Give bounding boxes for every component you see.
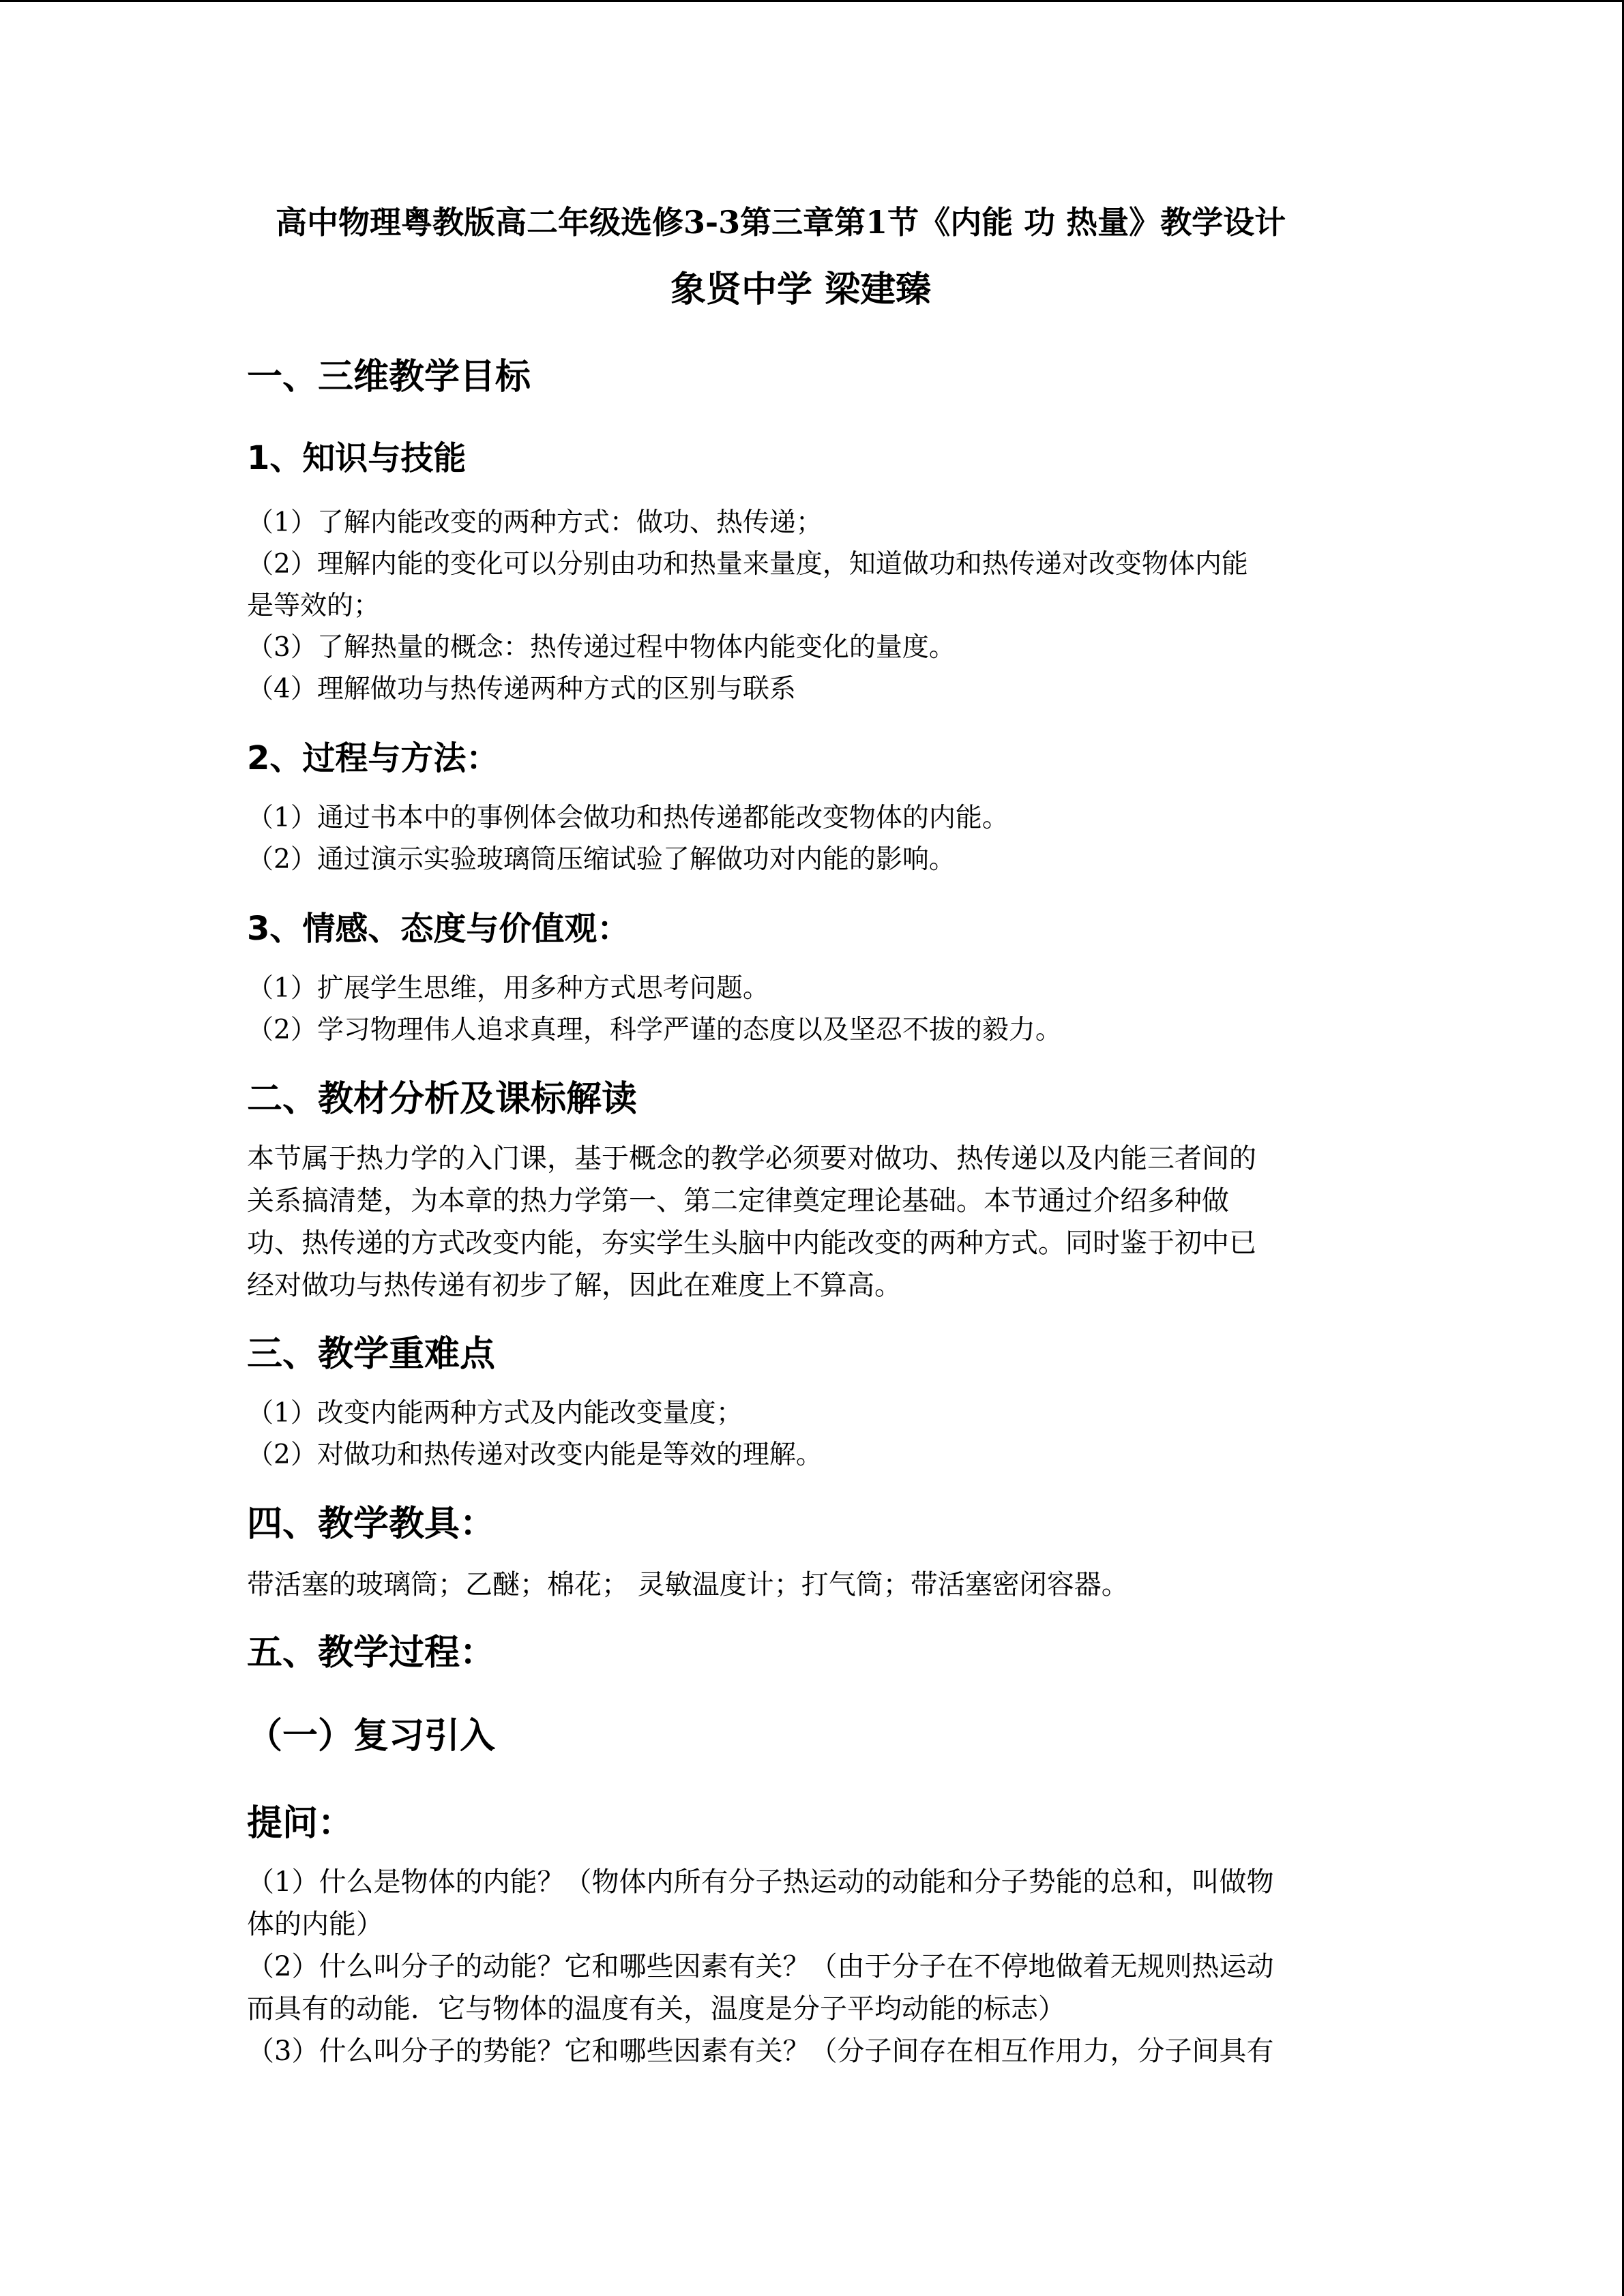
key-point-line: （2）对做功和热传递对改变内能是等效的理解。 <box>247 1440 823 1470</box>
section-heading-tools: 四、教学教具： <box>247 1504 496 1545</box>
section-heading-key-points: 三、教学重难点 <box>247 1334 496 1375</box>
tools-line: 带活塞的玻璃筒；乙醚；棉花； 灵敏温度计；打气筒；带活塞密闭容器。 <box>247 1569 1129 1600</box>
attitude-line: （2）学习物理伟人追求真理，科学严谨的态度以及坚忍不拔的毅力。 <box>247 1015 1062 1045</box>
question-line: 体的内能） <box>247 1909 383 1940</box>
question-line: 而具有的动能．它与物体的温度有关，温度是分子平均动能的标志） <box>247 1993 1065 2025</box>
attitude-line: （1）扩展学生思维，用多种方式思考问题。 <box>247 973 769 1004</box>
analysis-line: 经对做功与热传递有初步了解，因此在难度上不算高。 <box>247 1270 902 1301</box>
document-author: 象贤中学 梁建臻 <box>670 269 932 310</box>
knowledge-line: 是等效的； <box>247 591 381 621</box>
analysis-line: 功、热传递的方式改变内能，夯实学生头脑中内能改变的两种方式。同时鉴于初中已 <box>247 1227 1256 1259</box>
question-label: 提问： <box>247 1803 354 1844</box>
knowledge-line: （4）理解做功与热传递两种方式的区别与联系 <box>247 674 796 704</box>
knowledge-line: （2）理解内能的变化可以分别由功和热量来量度，知道做功和热传递对改变物体内能 <box>247 549 1248 580</box>
section-heading-goals: 一、三维教学目标 <box>247 357 531 398</box>
knowledge-line: （1）了解内能改变的两种方式：做功、热传递； <box>247 507 823 538</box>
question-line: （2）什么叫分子的动能？它和哪些因素有关？（由于分子在不停地做着无规则热运动 <box>247 1951 1274 1982</box>
subsection-heading-process: 2、过程与方法： <box>247 739 499 777</box>
knowledge-line: （3）了解热量的概念：热传递过程中物体内能变化的量度。 <box>247 632 956 663</box>
analysis-line: 关系搞清楚，为本章的热力学第一、第二定律奠定理论基础。本节通过介绍多种做 <box>247 1185 1229 1217</box>
page-border-top <box>0 0 1624 2</box>
question-line: （3）什么叫分子的势能？它和哪些因素有关？（分子间存在相互作用力，分子间具有 <box>247 2036 1274 2067</box>
subsection-heading-knowledge: 1、知识与技能 <box>247 439 467 477</box>
key-point-line: （1）改变内能两种方式及内能改变量度； <box>247 1398 743 1429</box>
process-line: （1）通过书本中的事例体会做功和热传递都能改变物体的内能。 <box>247 803 1009 833</box>
subsection-heading-attitude: 3、情感、态度与价值观： <box>247 910 630 948</box>
document-title: 高中物理粤教版高二年级选修3-3第三章第1节《内能 功 热量》教学设计 <box>276 204 1286 241</box>
section-heading-process: 五、教学过程： <box>247 1632 496 1673</box>
question-line: （1）什么是物体的内能？（物体内所有分子热运动的动能和分子势能的总和，叫做物 <box>247 1866 1274 1898</box>
section-heading-analysis: 二、教材分析及课标解读 <box>247 1079 638 1120</box>
analysis-line: 本节属于热力学的入门课，基于概念的教学必须要对做功、热传递以及内能三者间的 <box>247 1143 1256 1174</box>
process-line: （2）通过演示实验玻璃筒压缩试验了解做功对内能的影响。 <box>247 844 956 875</box>
subsection-heading-review: （一）复习引入 <box>247 1716 496 1757</box>
